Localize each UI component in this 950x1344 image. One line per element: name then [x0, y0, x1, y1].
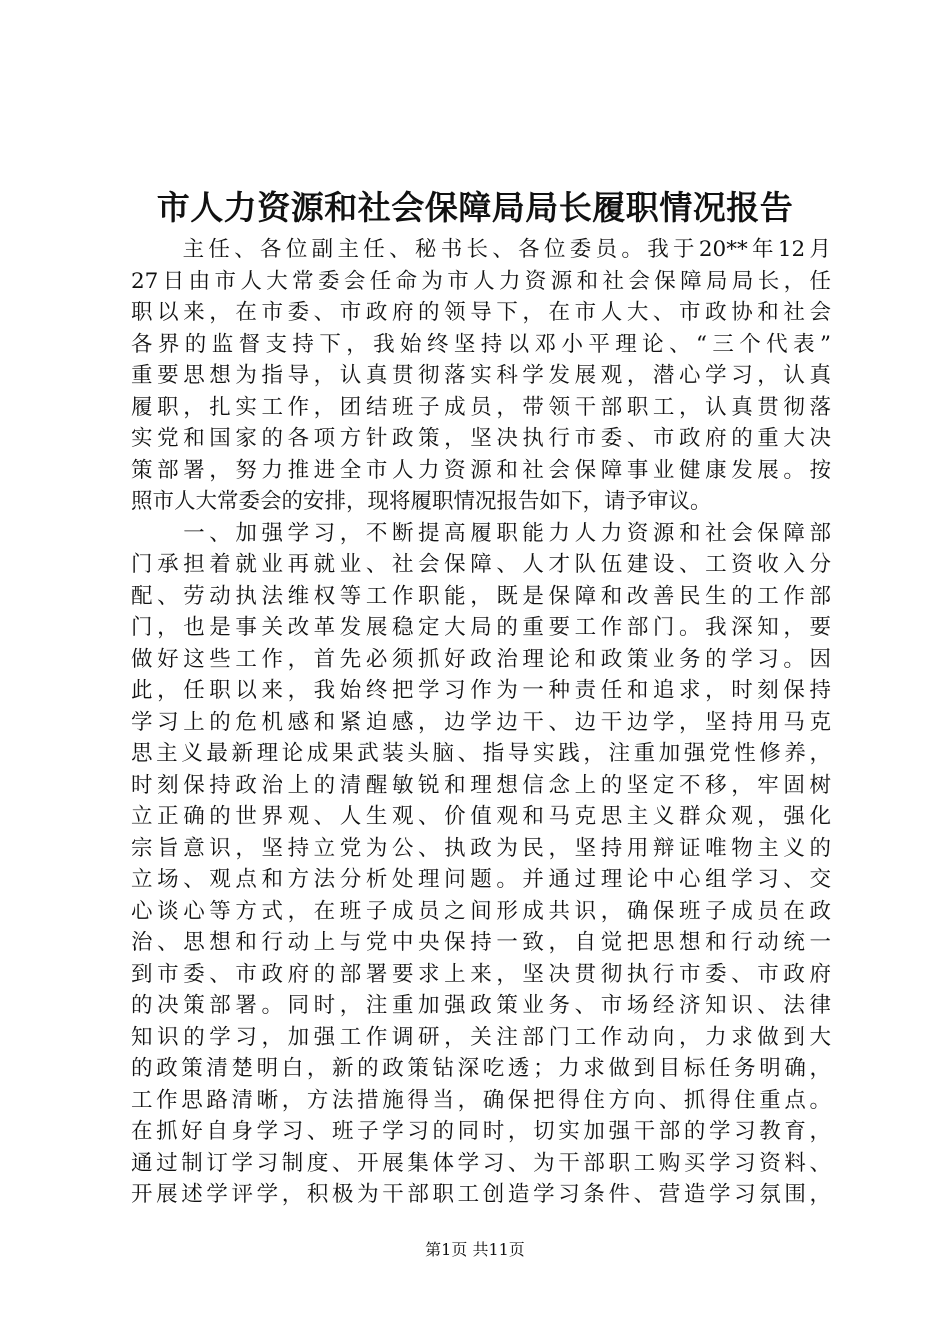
body-line: 的政策清楚明白，新的政策钻深吃透；力求做到目标任务明确，: [131, 1056, 831, 1081]
body-line: 在抓好自身学习、班子学习的同时，切实加强干部的学习教育，: [131, 1119, 831, 1144]
body-line: 心谈心等方式，在班子成员之间形成共识，确保班子成员在政: [131, 898, 831, 924]
body-line: 思主义最新理论成果武装头脑、指导实践，注重加强党性修养，: [131, 741, 831, 766]
body-line: 工作思路清晰，方法措施得当，确保把得住方向、抓得住重点。: [131, 1087, 831, 1113]
body-line: 履职，扎实工作，团结班子成员，带领干部职工，认真贯彻落: [131, 394, 831, 420]
body-line: 门承担着就业再就业、社会保障、人才队伍建设、工资收入分: [131, 552, 831, 577]
body-line: 照市人大常委会的安排，现将履职情况报告如下，请予审议。: [131, 489, 712, 514]
body-line: 时刻保持政治上的清醒敏锐和理想信念上的坚定不移，牢固树: [131, 772, 831, 798]
document-title: 市人力资源和社会保障局局长履职情况报告: [156, 188, 794, 227]
body-line: 一、加强学习，不断提高履职能力人力资源和社会保障部: [131, 520, 831, 546]
body-line: 实党和国家的各项方针政策，坚决执行市委、市政府的重大决: [131, 426, 831, 451]
body-line: 学习上的危机感和紧迫感，边学边干、边干边学，坚持用马克: [131, 709, 831, 735]
body-line: 立场、观点和方法分析处理问题。并通过理论中心组学习、交: [131, 867, 831, 892]
document-body: [131, 234, 831, 1211]
body-line: 开展述学评学，积极为干部职工创造学习条件、营造学习氛围，: [131, 1182, 831, 1207]
body-line: 知识的学习，加强工作调研，关注部门工作动向，力求做到大: [131, 1024, 831, 1050]
body-line: 到市委、市政府的部署要求上来，坚决贯彻执行市委、市政府: [131, 961, 831, 987]
body-line: 宗旨意识，坚持立党为公、执政为民，坚持用辩证唯物主义的: [131, 835, 831, 861]
body-line: 立正确的世界观、人生观、价值观和马克思主义群众观，强化: [131, 804, 831, 829]
page-number-footer: 第1页 共11页: [425, 1240, 525, 1259]
body-line: 27日由市人大常委会任命为市人力资源和社会保障局局长，任: [131, 268, 831, 294]
body-line: 策部署，努力推进全市人力资源和社会保障事业健康发展。按: [131, 457, 831, 483]
body-line: 职以来，在市委、市政府的领导下，在市人大、市政协和社会: [131, 300, 831, 325]
body-line: 治、思想和行动上与党中央保持一致，自觉把思想和行动统一: [131, 930, 831, 955]
body-line: 门，也是事关改革发展稳定大局的重要工作部门。我深知，要: [131, 615, 831, 640]
body-line: 重要思想为指导，认真贯彻落实科学发展观，潜心学习，认真: [131, 363, 831, 388]
body-line: 各界的监督支持下，我始终坚持以邓小平理论、“三个代表”: [131, 331, 831, 357]
body-line: 此，任职以来，我始终把学习作为一种责任和追求，时刻保持: [131, 678, 831, 703]
body-line: 配、劳动执法维权等工作职能，既是保障和改善民生的工作部: [131, 583, 831, 609]
body-line: 做好这些工作，首先必须抓好政治理论和政策业务的学习。因: [131, 646, 831, 672]
body-line: 主任、各位副主任、秘书长、各位委员。我于20**年12月: [131, 237, 831, 262]
body-line: 通过制订学习制度、开展集体学习、为干部职工购买学习资料、: [131, 1150, 831, 1176]
body-line: 的决策部署。同时，注重加强政策业务、市场经济知识、法律: [131, 993, 831, 1018]
